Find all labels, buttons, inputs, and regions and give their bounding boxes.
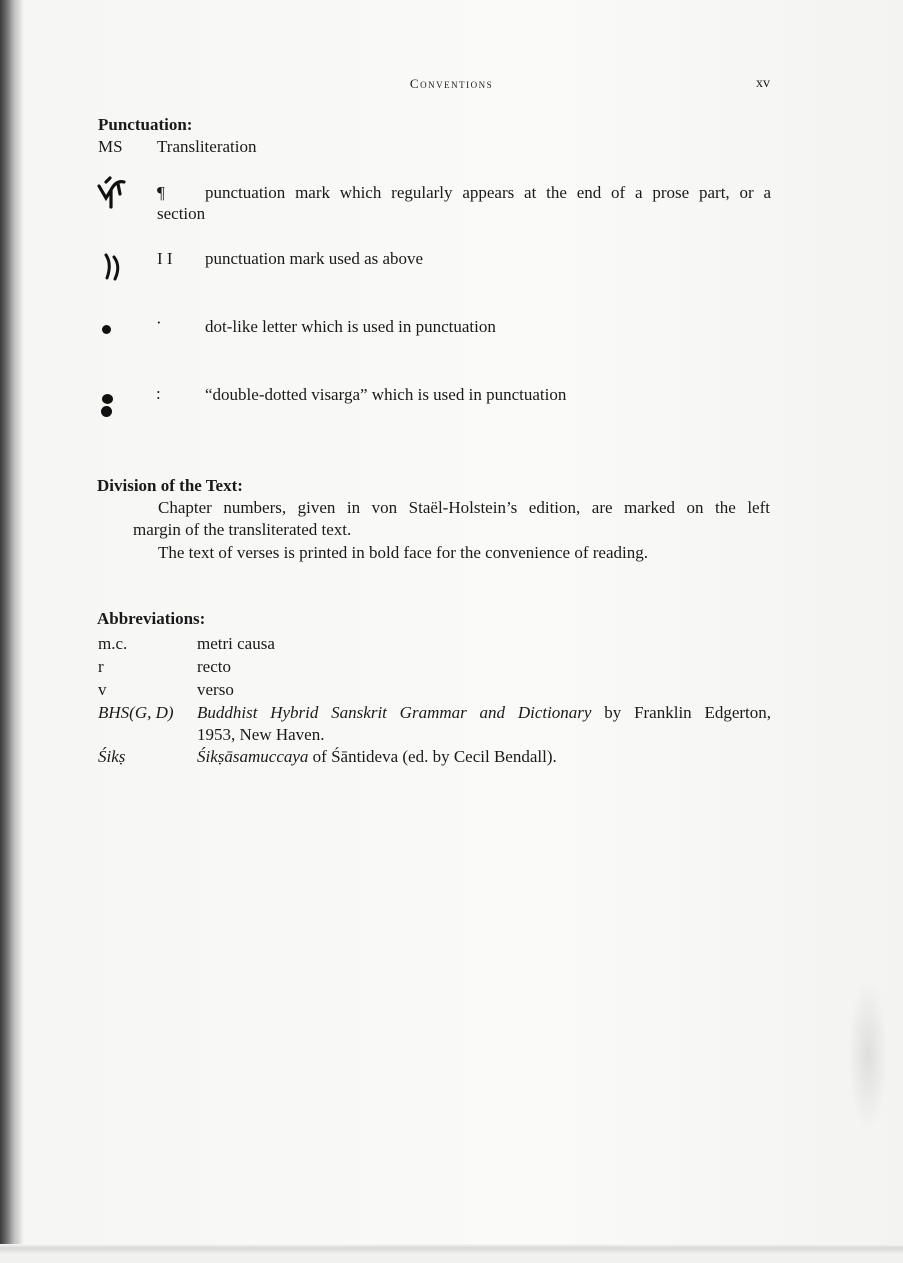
desc-dot: dot-like letter which is used in punctuation bbox=[205, 317, 496, 336]
ms-punctuation-glyph-pilcrow bbox=[96, 176, 132, 210]
ms-punctuation-glyph-dot bbox=[102, 325, 111, 334]
translit-dot: · bbox=[156, 313, 162, 332]
abbr-meaning-bhs bbox=[197, 703, 771, 723]
abbr-bhs-rest: by Franklin Edgerton, bbox=[604, 703, 772, 722]
division-para1-line1: Chapter numbers, given in von Staël-Holstein’s edition, are marked on the left bbox=[158, 498, 770, 517]
abbr-meaning: verso bbox=[197, 680, 234, 699]
translit-pilcrow: ¶ bbox=[157, 183, 165, 202]
abbr-meaning-bhs-line2: 1953, New Haven. bbox=[197, 725, 325, 744]
division-para2: The text of verses is printed in bold face for the convenience of reading. bbox=[158, 543, 648, 562]
abbr-siks-title: Śikṣāsamuccaya bbox=[197, 747, 309, 766]
abbr-bhs-title: Buddhist Hybrid Sanskrit Grammar and Dictionary bbox=[197, 703, 592, 722]
abbr-meaning: recto bbox=[197, 657, 231, 676]
page-number: xv bbox=[756, 76, 770, 91]
punctuation-heading: Punctuation: bbox=[98, 115, 193, 134]
abbr-term: v bbox=[98, 680, 107, 699]
abbr-meaning: metri causa bbox=[197, 634, 275, 653]
abbr-siks-rest: of Śāntideva (ed. by Cecil Bendall). bbox=[312, 747, 557, 766]
translit-visarga: : bbox=[156, 384, 161, 403]
desc-pilcrow-line2: section bbox=[157, 204, 206, 223]
desc-pilcrow-line1: punctuation mark which regularly appears at the end of a prose part, or a bbox=[205, 183, 771, 202]
translit-double-danda: I I bbox=[157, 249, 173, 268]
ms-punctuation-glyph-double-danda bbox=[103, 252, 125, 282]
desc-double-danda: punctuation mark used as above bbox=[205, 249, 424, 268]
desc-visarga: “double-dotted visarga” which is used in punctuation bbox=[205, 385, 567, 404]
column-header-ms: MS bbox=[98, 137, 123, 156]
division-heading: Division of the Text: bbox=[97, 476, 243, 495]
abbr-meaning-siks bbox=[197, 747, 557, 767]
column-header-transliteration: Transliteration bbox=[157, 137, 257, 156]
abbr-term-siks: Śikṣ bbox=[98, 747, 126, 766]
abbr-term-bhs: BHS(G, D) bbox=[98, 703, 174, 722]
page-bottom-edge bbox=[0, 1244, 903, 1263]
ms-punctuation-glyph-visarga-top bbox=[102, 394, 113, 404]
abbreviations-heading: Abbreviations: bbox=[97, 609, 206, 628]
abbr-term: r bbox=[98, 657, 104, 676]
ms-punctuation-glyph-visarga-bottom bbox=[101, 406, 112, 417]
running-head: Conventions bbox=[409, 76, 494, 91]
division-para1-line2: margin of the transliterated text. bbox=[133, 520, 352, 539]
abbr-term: m.c. bbox=[98, 634, 128, 653]
scan-shadow bbox=[848, 980, 888, 1130]
